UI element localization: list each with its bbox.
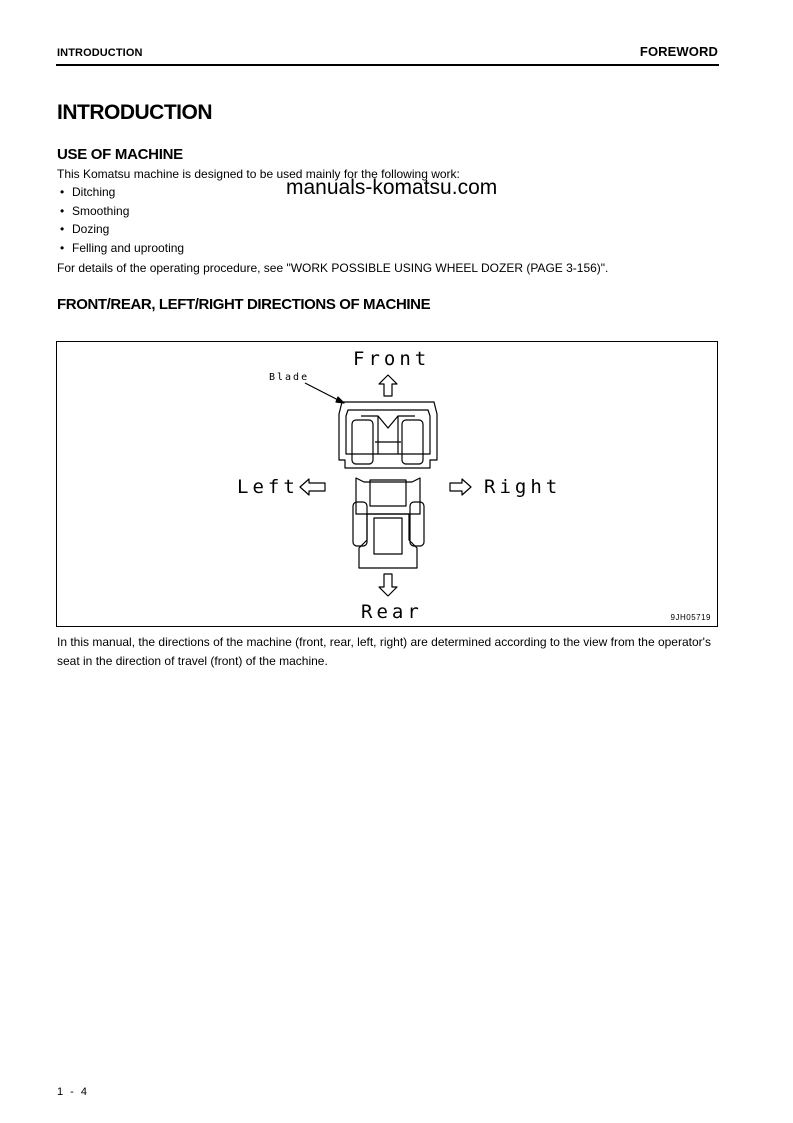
page-number: 1 - 4 <box>57 1086 90 1098</box>
arrow-up-icon <box>379 375 397 396</box>
rear-left-wheel <box>353 502 367 546</box>
list-item-text: Ditching <box>72 185 116 199</box>
use-of-machine-intro: This Komatsu machine is designed to be used mainly for the following work: <box>57 167 460 181</box>
list-item-text: Dozing <box>72 222 110 237</box>
page-title: INTRODUCTION <box>57 101 212 124</box>
wheel-dozer-diagram <box>57 342 717 626</box>
figure-code: 9JH05719 <box>670 613 711 622</box>
cab-roof <box>370 480 406 506</box>
list-item-text: Smoothing <box>72 203 130 218</box>
right-label: Right <box>484 476 562 498</box>
arrow-down-icon <box>379 574 397 596</box>
directions-figure <box>56 341 718 627</box>
list-item-text: Felling and uprooting <box>72 241 185 256</box>
list-item <box>60 222 184 241</box>
directions-heading: FRONT/REAR, LEFT/RIGHT DIRECTIONS OF MACHINE <box>57 296 431 313</box>
header-section-label: INTRODUCTION <box>57 47 143 59</box>
bullet-icon: • <box>60 241 65 256</box>
work-list <box>60 185 184 260</box>
rear-right-wheel <box>410 502 424 546</box>
rear-label: Rear <box>361 601 423 623</box>
use-of-machine-heading: USE OF MACHINE <box>57 146 183 163</box>
list-item <box>60 241 184 260</box>
use-of-machine-details: For details of the operating procedure, see "WORK POSSIBLE USING WHEEL DOZER (PAGE 3-156)". <box>57 261 609 275</box>
header-chapter-label: FOREWORD <box>639 44 718 59</box>
front-right-wheel <box>402 420 423 464</box>
blade-label: Blade <box>269 372 310 383</box>
engine-hood <box>374 518 402 554</box>
list-item <box>60 204 184 223</box>
list-item <box>60 185 184 204</box>
left-label: Left <box>237 476 299 498</box>
watermark-text: manuals-komatsu.com <box>286 176 498 199</box>
bullet-icon: • <box>60 185 65 199</box>
arrow-left-icon <box>300 479 325 495</box>
bullet-icon: • <box>60 203 65 218</box>
header-rule <box>56 64 719 66</box>
bullet-icon: • <box>60 222 65 237</box>
blade-inner-outline <box>346 410 430 454</box>
front-left-wheel <box>352 420 373 464</box>
front-label: Front <box>353 348 431 370</box>
directions-caption: In this manual, the directions of the machine (front, rear, left, right) are determined according to the view from the operator's seat in the direction of travel (front) of the machine. <box>57 635 711 668</box>
rear-body <box>359 514 417 568</box>
arrow-right-icon <box>450 479 471 495</box>
blade-outline <box>339 402 437 468</box>
front-frame <box>361 416 415 454</box>
